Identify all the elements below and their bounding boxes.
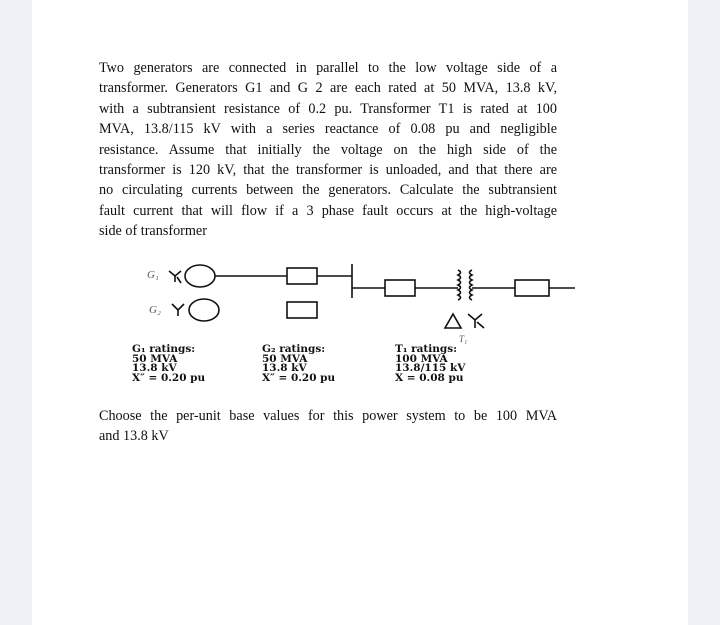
g2-generator-circle [189,299,219,321]
problem-line: no circulating currents between the generators. Calculate the subtransient [99,182,557,199]
g2-ratings-title: G₂ ratings: [262,343,326,355]
transformer-reactance-box [385,280,415,296]
problem-line: MVA, 13.8/115 kV with a series reactance of 0.08 pu and negligible [99,121,557,138]
problem-line: with a subtransient resistance of 0.2 pu. Transformer T1 is rated at 100 [99,100,557,117]
g1-ratings-mva: 50 MVA [132,352,178,365]
transformer-coil-icon [458,270,472,300]
g1-wye-symbol [169,271,181,283]
problem-line: side of transformer [99,223,207,240]
g2-label: G₂ [149,304,161,316]
g1-ratings-kv: 13.8 kV [132,362,177,374]
t1-ratings-kv: 13.8/115 kV [395,362,466,374]
g1-ratings-reactance: X″ = 0.20 pu [132,371,206,384]
g1-ratings-title: G₁ ratings: [132,343,196,355]
wye-grounded-symbol [468,314,484,328]
t1-ratings-mva: 100 MVA [395,352,448,365]
problem-statement [99,58,557,242]
g1-reactance-box [287,268,317,284]
g2-ratings-kv: 13.8 kV [262,362,307,374]
base-values-line: and 13.8 kV [99,428,169,445]
g2-reactance-box [287,302,317,318]
problem-line: fault current that will flow if a 3 phase fault occurs at the high-voltage [99,202,557,219]
g2-wye-symbol [172,304,184,316]
base-values-line: Choose the per-unit base values for this power system to be 100 MVA [99,408,557,424]
delta-symbol [445,314,461,328]
t1-label: T₁ [459,334,468,344]
problem-line: resistance. Assume that initially the voltage on the high side of the [99,141,557,158]
g2-ratings-reactance: X″ = 0.20 pu [262,371,336,384]
base-values-statement [99,406,557,447]
problem-line: transformer. Generators G1 and G 2 are each rated at 50 MVA, 13.8 kV, [99,80,557,97]
g1-generator-circle [185,265,215,287]
g2-ratings-mva: 50 MVA [262,352,308,365]
t1-ratings-title: T₁ ratings: [395,343,458,355]
t1-ratings [395,345,465,383]
problem-line: transformer is 120 kV, that the transformer is unloaded, and that there are [99,162,557,179]
t1-ratings-reactance: X = 0.08 pu [395,371,464,384]
problem-line: Two generators are connected in parallel to the low voltage side of a [99,60,557,76]
g1-ratings [132,345,205,383]
g1-label: G₁ [147,269,159,281]
high-side-reactance-box [515,280,549,296]
g2-ratings [262,345,335,383]
